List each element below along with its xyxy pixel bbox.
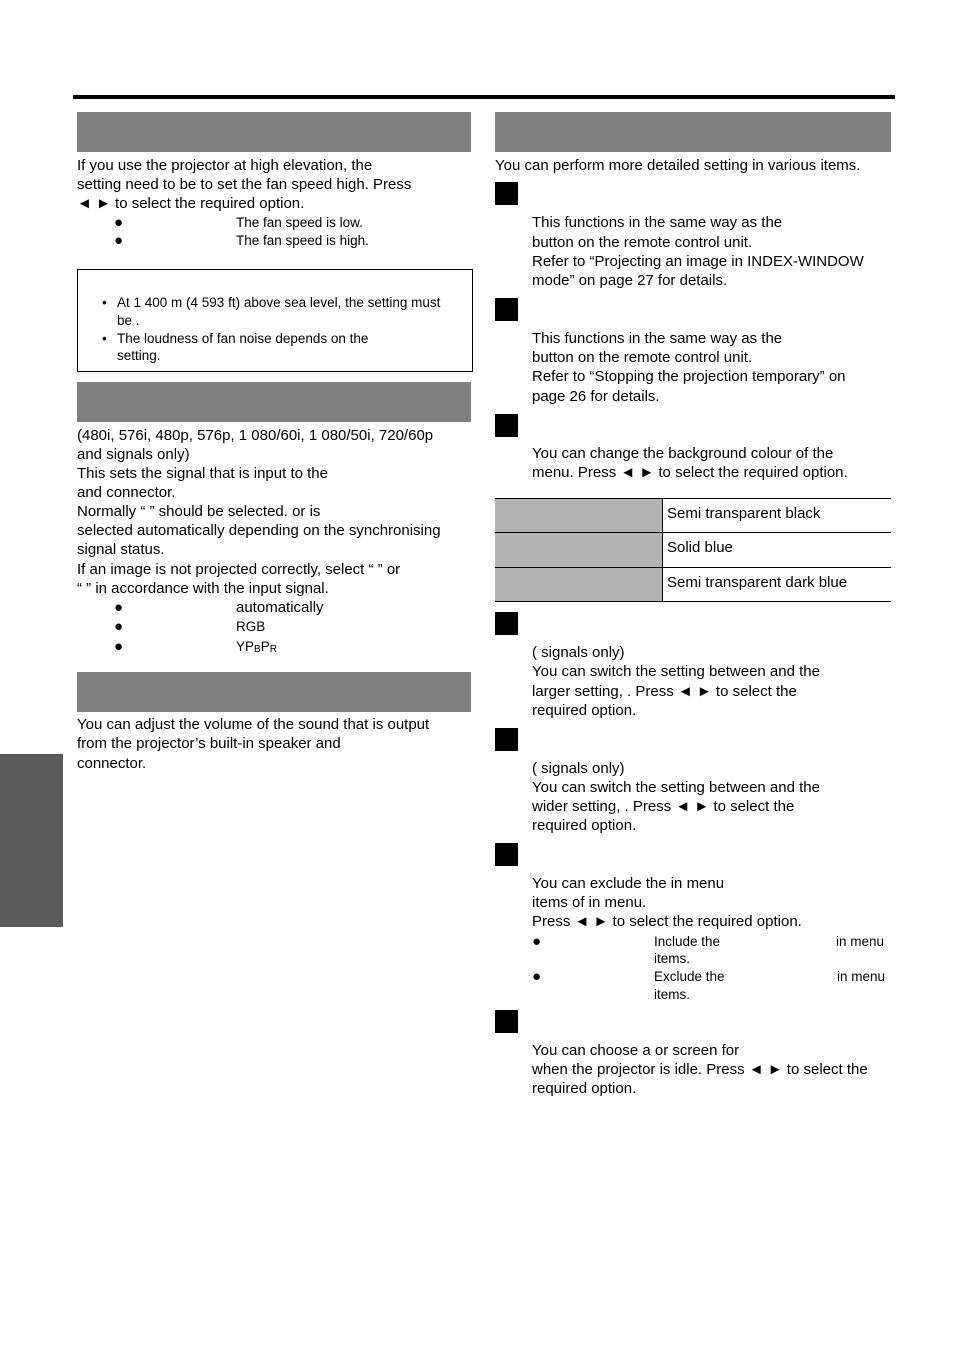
signal-text-3: This sets the signal that is input to the <box>77 465 328 482</box>
item-marker-background <box>495 414 518 437</box>
shutter-text-4: page 26 for details. <box>532 388 660 405</box>
larger-text-3: larger setting, . Press ◄ ► to select the <box>532 683 797 700</box>
signal-text-6: selected automatically depending on the synchronising <box>77 522 441 539</box>
table-label-cell <box>495 499 663 532</box>
background-text-2: menu. Press ◄ ► to select the required option. <box>532 464 848 481</box>
fan-text-1: If you use the projector at high elevation, the <box>77 157 373 174</box>
top-rule <box>73 95 895 99</box>
signal-text-5: Normally “ ” should be selected. or is <box>77 503 321 520</box>
signal-text-2: and signals only) <box>77 446 190 463</box>
shutter-text-1: This functions in the same way as the <box>532 330 783 347</box>
item-marker-exclude <box>495 843 518 866</box>
volume-section-header <box>77 672 471 712</box>
bullet-icon: ● <box>114 618 124 635</box>
idle-text-3: required option. <box>532 1080 637 1097</box>
signal-text-7: signal status. <box>77 541 165 558</box>
signal-text-8: If an image is not projected correctly, select “ ” or <box>77 561 401 578</box>
wider-text-4: required option. <box>532 817 637 834</box>
volume-text-2: from the projector’s built-in speaker and <box>77 735 341 752</box>
fan-option-high: The fan speed is high. <box>236 233 369 248</box>
index-text-3: Refer to “Projecting an image in INDEX-WINDOW <box>532 253 864 270</box>
idle-text-2: when the projector is idle. Press ◄ ► to select the <box>532 1061 868 1078</box>
note-text-1b: be . <box>117 313 140 328</box>
exclude-opt1-c: items. <box>654 951 691 966</box>
bullet-icon: ● <box>114 638 124 655</box>
bullet-icon: ● <box>114 599 124 616</box>
note-dot-icon: • <box>102 295 107 310</box>
table-row <box>495 499 891 533</box>
background-options-table <box>495 498 891 602</box>
bullet-icon: ● <box>114 232 124 249</box>
fan-option-low: The fan speed is low. <box>236 215 363 230</box>
shutter-text-3: Refer to “Stopping the projection temporary” on <box>532 368 846 385</box>
exclude-opt2-c: items. <box>654 987 691 1002</box>
item-marker-larger <box>495 612 518 635</box>
bullet-icon: ● <box>532 933 542 950</box>
note-text-2a: The loudness of fan noise depends on the <box>117 331 369 346</box>
right-intro: You can perform more detailed setting in various items. <box>495 157 861 174</box>
table-row <box>495 533 891 567</box>
background-text-1: You can change the background colour of the <box>532 445 834 462</box>
signal-text-1: (480i, 576i, 480p, 576p, 1 080/60i, 1 080/50i, 720/60p <box>77 427 434 444</box>
wider-text-3: wider setting, . Press ◄ ► to select the <box>532 798 795 815</box>
item-marker-index <box>495 182 518 205</box>
signal-option-auto: automatically <box>236 599 324 616</box>
bullet-icon: ● <box>532 968 542 985</box>
table-label-cell <box>495 533 663 566</box>
exclude-opt2-b: in menu <box>837 969 886 984</box>
larger-text-4: required option. <box>532 702 637 719</box>
table-value-cell: Semi transparent dark blue <box>667 573 848 591</box>
fan-text-3: ◄ ► to select the required option. <box>77 195 305 212</box>
exclude-text-3: Press ◄ ► to select the required option. <box>532 913 802 930</box>
table-value-cell: Semi transparent black <box>667 505 821 522</box>
index-text-4: mode” on page 27 for details. <box>532 272 728 289</box>
signal-option-rgb: RGB <box>236 619 266 634</box>
exclude-opt2-a: Exclude the <box>654 969 725 984</box>
index-text-2: button on the remote control unit. <box>532 234 753 251</box>
note-text-2b: setting. <box>117 348 161 363</box>
volume-text-3: connector. <box>77 755 147 772</box>
item-marker-shutter <box>495 298 518 321</box>
exclude-text-1: You can exclude the in menu <box>532 875 725 892</box>
exclude-opt1-b: in menu <box>836 934 885 949</box>
exclude-text-2: items of in menu. <box>532 894 647 911</box>
index-text-1: This functions in the same way as the <box>532 214 783 231</box>
note-dot-icon: • <box>102 331 107 346</box>
larger-text-2: You can switch the setting between and the <box>532 663 820 680</box>
exclude-opt1-a: Include the <box>654 934 721 949</box>
item-marker-wider <box>495 728 518 751</box>
side-tab <box>0 754 63 927</box>
wider-text-2: You can switch the setting between and the <box>532 779 820 796</box>
signal-text-9: “ ” in accordance with the input signal. <box>77 580 329 597</box>
signal-text-4: and connector. <box>77 484 176 501</box>
bullet-icon: ● <box>114 214 124 231</box>
wider-text-1: ( signals only) <box>532 760 625 777</box>
idle-text-1: You can choose a or screen for <box>532 1042 740 1059</box>
table-label-cell <box>495 568 663 601</box>
fan-text-2: setting need to be to set the fan speed high. Press <box>77 176 412 193</box>
signal-section-header <box>77 382 471 422</box>
other-functions-header <box>495 112 891 152</box>
volume-text-1: You can adjust the volume of the sound that is output <box>77 716 430 733</box>
larger-text-1: ( signals only) <box>532 644 625 661</box>
shutter-text-2: button on the remote control unit. <box>532 349 753 366</box>
note-text-1a: At 1 400 m (4 593 ft) above sea level, the setting must <box>117 295 441 310</box>
table-value-cell: Solid blue <box>667 539 733 557</box>
signal-option-ypbpr: YPBPR <box>236 639 277 655</box>
table-row <box>495 568 891 601</box>
fan-section-header <box>77 112 471 152</box>
item-marker-idle <box>495 1010 518 1033</box>
